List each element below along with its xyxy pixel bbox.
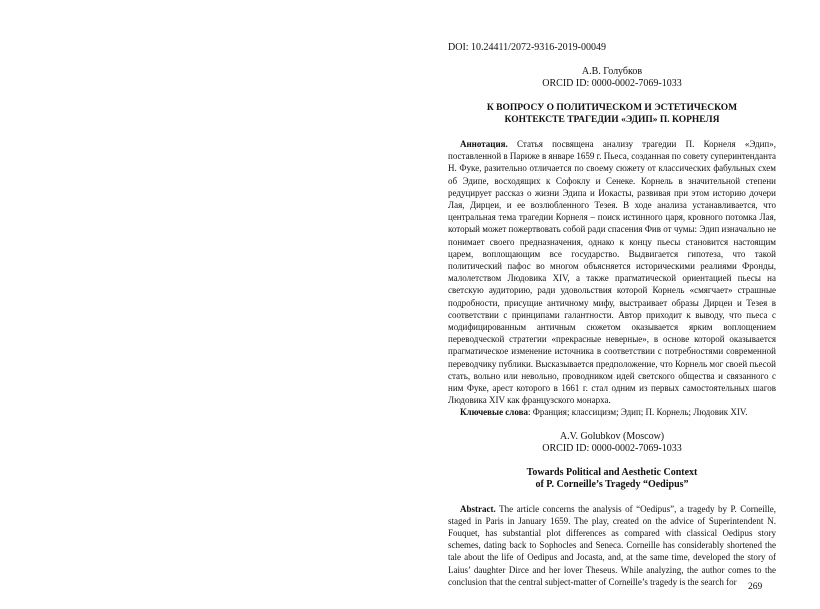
abstract-ru-paragraph (448, 138, 776, 406)
author-name-en: A.V. Golubkov (Moscow) (559, 430, 665, 442)
abstract-en-label: Abstract. (460, 503, 496, 514)
abstract-en (448, 503, 776, 588)
article-title-en-line2: of P. Corneille’s Tragedy “Oedipus” (535, 478, 689, 490)
article-title-ru-line2: КОНТЕКСТЕ ТРАГЕДИИ «ЭДИП» П. КОРНЕЛЯ (504, 115, 720, 125)
author-orcid-ru: ORCID ID: 0000-0002-7069-1033 (542, 78, 682, 89)
author-orcid-en: ORCID ID: 0000-0002-7069-1033 (542, 442, 682, 454)
page-number: 269 (748, 582, 763, 592)
keywords-ru-label: Ключевые слова (460, 407, 528, 418)
keywords-ru (448, 406, 776, 418)
author-name-ru: А.В. Голубков (581, 66, 643, 77)
doi-line: DOI: 10.24411/2072-9316-2019-00049 (448, 42, 606, 53)
abstract-ru-text: Статья посвящена анализу трагедии П. Корнеля «Эдип», поставленной в Париже в январе 1659 г. Пьеса, созданная по совету суперинтенданта Н. Фуке, разительно отличается по своему сюжету от классических фабульных схем об Эдипе, восходящих к Софоклу и Сенеке. Корнель в значительной степени редуцирует рассказ о жизни Эдипа и Иокасты, развивая при этом историю дочери Лая, Дирцеи, и ее возлюбленного Тезея. В ходе анализа устанавливается, что центральная тема трагедии Корнеля – поиск истинного царя, кровного потомка Лая, который может пожертвовать собой ради спасения Фив от чумы: Эдип изначально не понимает своего предназначения, однако к концу пьесы становится настоящим царем, воплощающим все государство. Выдвигается гипотеза, что такой политический пафос во многом объясняется историческими реалиями Фронды, малолетством Людовика XIV, а также прагматической ориентацией пьесы на светскую аудиторию, ради удовольствия которой Корнель «смягчает» страшные подробности, присущие античному мифу, выстраивает образы Дирцеи и Тезея в соответствии с принципами галантности. Автор приходит к выводу, что пьеса с модифицированным античным сюжетом оказывается ярким воплощением переводческой стратегии «прекрасные неверные», в основе которой оказывается прагматическое изменение источника в соответствии с потребностями современной переводчику публики. Высказывается предположение, что Корнель мог своей пьесой стать, вольно или невольно, проводником идей светского общества и связанного с ним Фуке, арест которого в 1661 г. стал одним из первых самостоятельных шагов Людовика XIV как французского монарха. (448, 139, 777, 406)
abstract-en-paragraph (448, 503, 776, 588)
keywords-ru-text: : Франция; классицизм; Эдип; П. Корнель; Людовик XIV. (528, 407, 748, 418)
abstract-en-text: The article concerns the analysis of “Oedipus”, a tragedy by P. Corneille, staged in Paris in January 1659. The play, created on the advice of Superintendent N. Fouquet, has substantial plot differences as compared with classical Oedipus story schemes, dating back to Sophocles and Seneca. Corneille has considerably shortened the tale about the life of Oedipus and Jocasta, and, at the same time, developed the story of Laius’ daughter Dirce and her lover Theseus. While analyzing, the author comes to the conclusion that the central subject-matter of Corneille’s tragedy is the search for (448, 503, 776, 587)
abstract-ru-label: Аннотация. (460, 139, 508, 149)
article-title-ru (448, 102, 776, 126)
author-block-ru (448, 66, 776, 90)
author-block-en (448, 431, 776, 455)
article-title-en (448, 467, 776, 491)
article-title-ru-line1: К ВОПРОСУ О ПОЛИТИЧЕСКОМ И ЭСТЕТИЧЕСКОМ (486, 103, 738, 113)
article-title-en-line1: Towards Political and Aesthetic Context (526, 466, 698, 478)
journal-page (448, 42, 776, 588)
abstract-ru (448, 138, 776, 419)
